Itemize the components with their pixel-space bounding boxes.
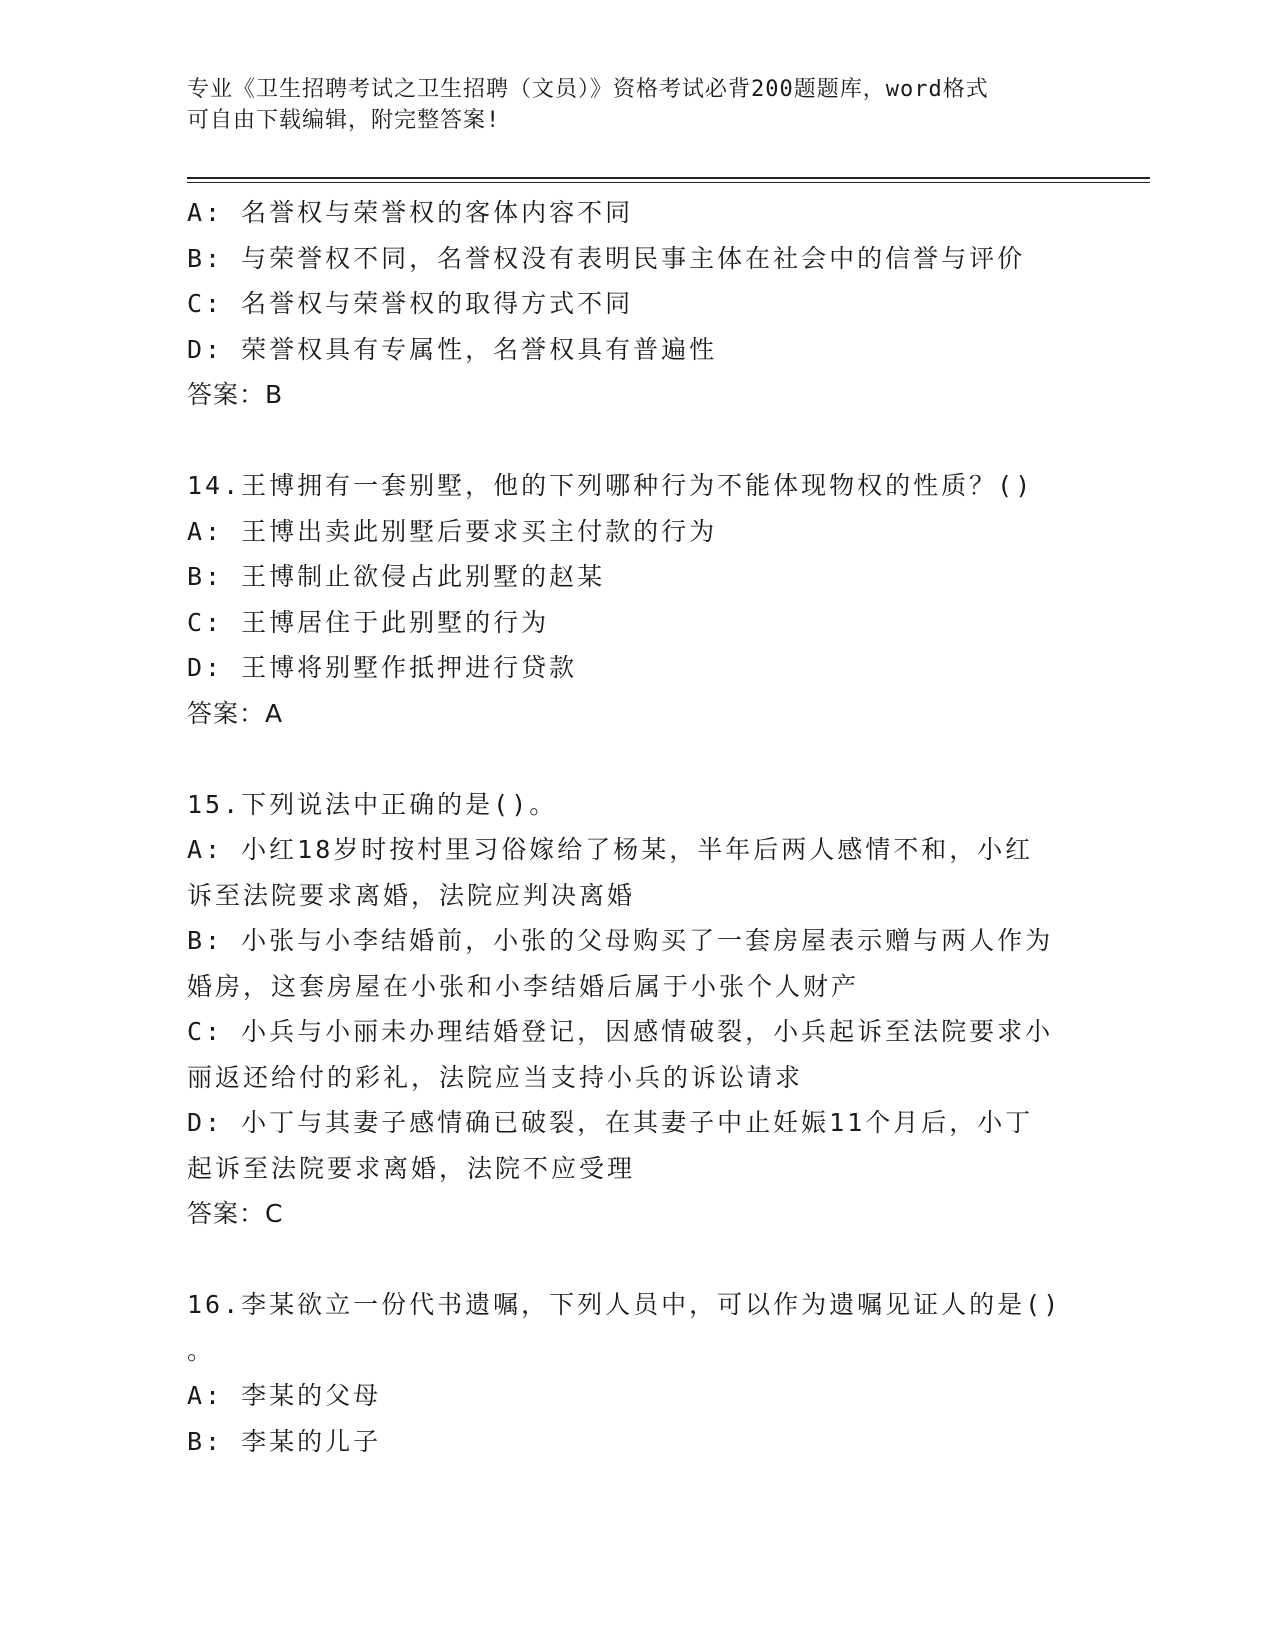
option-a: A: 李某的父母: [187, 1381, 382, 1410]
question-text-line-1: 16.李某欲立一份代书遗嘱，下列人员中，可以作为遗嘱见证人的是(): [187, 1290, 1062, 1319]
option-c: C: 名誉权与荣誉权的取得方式不同: [187, 289, 634, 318]
header-rule-thin: [187, 182, 1150, 183]
option-d-line-1: D: 小丁与其妻子感情确已破裂，在其妻子中止妊娠11个月后，小丁: [187, 1108, 1034, 1137]
question-text: 15.下列说法中正确的是()。: [187, 789, 558, 819]
header-line-1: 专业《卫生招聘考试之卫生招聘（文员）》资格考试必背200题题库，word格式: [187, 77, 989, 102]
option-b: B: 王博制止欲侵占此别墅的赵某: [187, 562, 606, 591]
option-b-line-1: B: 小张与小李结婚前，小张的父母购买了一套房屋表示赠与两人作为: [187, 926, 1054, 955]
question-14: [187, 463, 1087, 736]
option-a-line-1: A: 小红18岁时按村里习俗嫁给了杨某，半年后两人感情不和，小红: [187, 835, 1034, 864]
question-13: [187, 190, 1087, 418]
question-16: [187, 1282, 1087, 1464]
option-c: C: 王博居住于此别墅的行为: [187, 607, 550, 637]
header-rule-thick: [187, 177, 1150, 179]
option-d: D: 荣誉权具有专属性，名誉权具有普遍性: [187, 334, 718, 364]
option-b: B: 与荣誉权不同，名誉权没有表明民事主体在社会中的信誉与评价: [187, 243, 1026, 273]
option-c-line-1: C: 小兵与小丽未办理结婚登记，因感情破裂，小兵起诉至法院要求小: [187, 1017, 1054, 1046]
option-d-line-2: 起诉至法院要求离婚，法院不应受理: [187, 1153, 636, 1183]
option-b: B: 李某的儿子: [187, 1426, 382, 1456]
question-text-line-2: 。: [187, 1335, 216, 1365]
option-b-line-2: 婚房，这套房屋在小张和小李结婚后属于小张个人财产: [187, 971, 860, 1001]
question-list: [187, 190, 1087, 1464]
question-text: 14.王博拥有一套别墅，他的下列哪种行为不能体现物权的性质？(): [187, 471, 1034, 500]
option-c-line-2: 丽返还给付的彩礼，法院应当支持小兵的诉讼请求: [187, 1062, 804, 1092]
question-15: [187, 782, 1087, 1237]
option-d: D: 王博将别墅作抵押进行贷款: [187, 653, 578, 682]
answer: 答案：C: [187, 1199, 284, 1228]
header-line-2: 可自由下载编辑，附完整答案!: [187, 108, 501, 133]
document-header: [187, 74, 1087, 136]
option-a-line-2: 诉至法院要求离婚，法院应判决离婚: [187, 880, 636, 910]
answer: 答案：B: [187, 380, 284, 409]
option-a: A: 王博出卖此别墅后要求买主付款的行为: [187, 516, 718, 546]
option-a: A: 名誉权与荣誉权的客体内容不同: [187, 198, 634, 227]
answer: 答案：A: [187, 698, 284, 728]
